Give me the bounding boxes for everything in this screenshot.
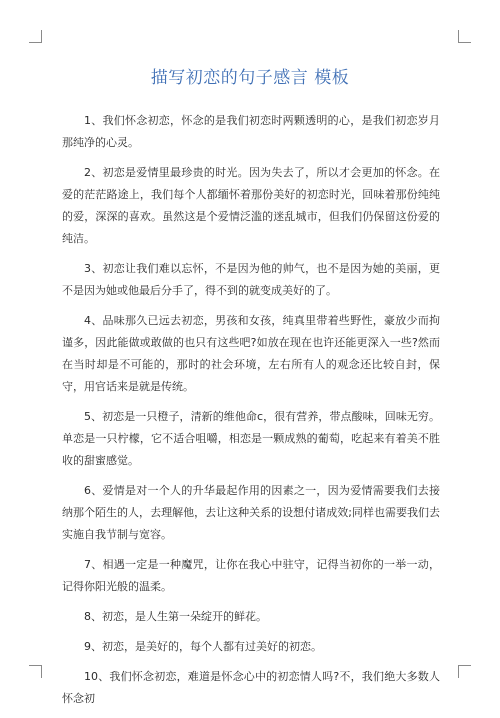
paragraph-4: 4、品味那久已远去初恋，男孩和女孩，纯真里带着些野性，豪放少而拘谨多，因此能做或敢做的也只有这些吧?如放在现在也许还能更深入一些?然而在当时却是不可能的，那时的社会环境，左右所有人的观念还比较自封，保守，用官话来是就是传统。: [62, 314, 440, 393]
paragraph-3: 3、初恋让我们难以忘怀，不是因为他的帅气，也不是因为她的美丽，更不是因为她或他最后分手了，得不到的就变成美好的了。: [62, 262, 440, 297]
paragraph-5: 5、初恋是一只橙子，清新的维他命c，很有营养，带点酸味，回味无穷。单恋是一只柠檬，它不适合咀嚼，相恋是一颗成熟的葡萄，吃起来有着美不胜收的甜蜜感觉。: [62, 410, 440, 467]
paragraph-7: 7、相遇一定是一种魔咒，让你在我心中驻守，记得当初你的一举一动，记得你阳光般的温柔。: [62, 558, 440, 593]
paragraph-9: 9、初恋，是美好的，每个人都有过美好的初恋。: [84, 640, 322, 653]
document-body: [62, 110, 440, 718]
paragraph-1: 1、我们怀念初恋，怀念的是我们初恋时两颗透明的心，是我们初恋岁月那纯净的心灵。: [62, 114, 440, 149]
paragraph-2: 2、初恋是爱情里最珍贵的时光。因为失去了，所以才会更加的怀念。在爱的茫茫路途上，我们每个人都缅怀着那份美好的初恋时光，回味着那份纯纯的爱，深深的喜欢。虽然这是个爱情泛滥的迷乱城市，但我们仍保留这份爱的纯洁。: [62, 166, 440, 245]
document-title: 描写初恋的句子感言 模板: [150, 68, 350, 88]
crop-mark-top-left: [29, 30, 42, 43]
crop-mark-bottom-left: [29, 665, 42, 678]
paragraph-6: 6、爱情是对一个人的升华最起作用的因素之一，因为爱情需要我们去接纳那个陌生的人，去理解他，去让这种关系的设想付诸成效;同样也需要我们去实施自我节制与宽容。: [62, 484, 440, 541]
paragraph-10: 10、我们怀念初恋，难道是怀念心中的初恋情人吗?不，我们绝大多数人怀念初: [62, 670, 440, 705]
paragraph-8: 8、初恋，是人生第一朵绽开的鲜花。: [84, 610, 267, 623]
crop-mark-top-right: [458, 30, 471, 43]
crop-mark-bottom-right: [458, 665, 471, 678]
